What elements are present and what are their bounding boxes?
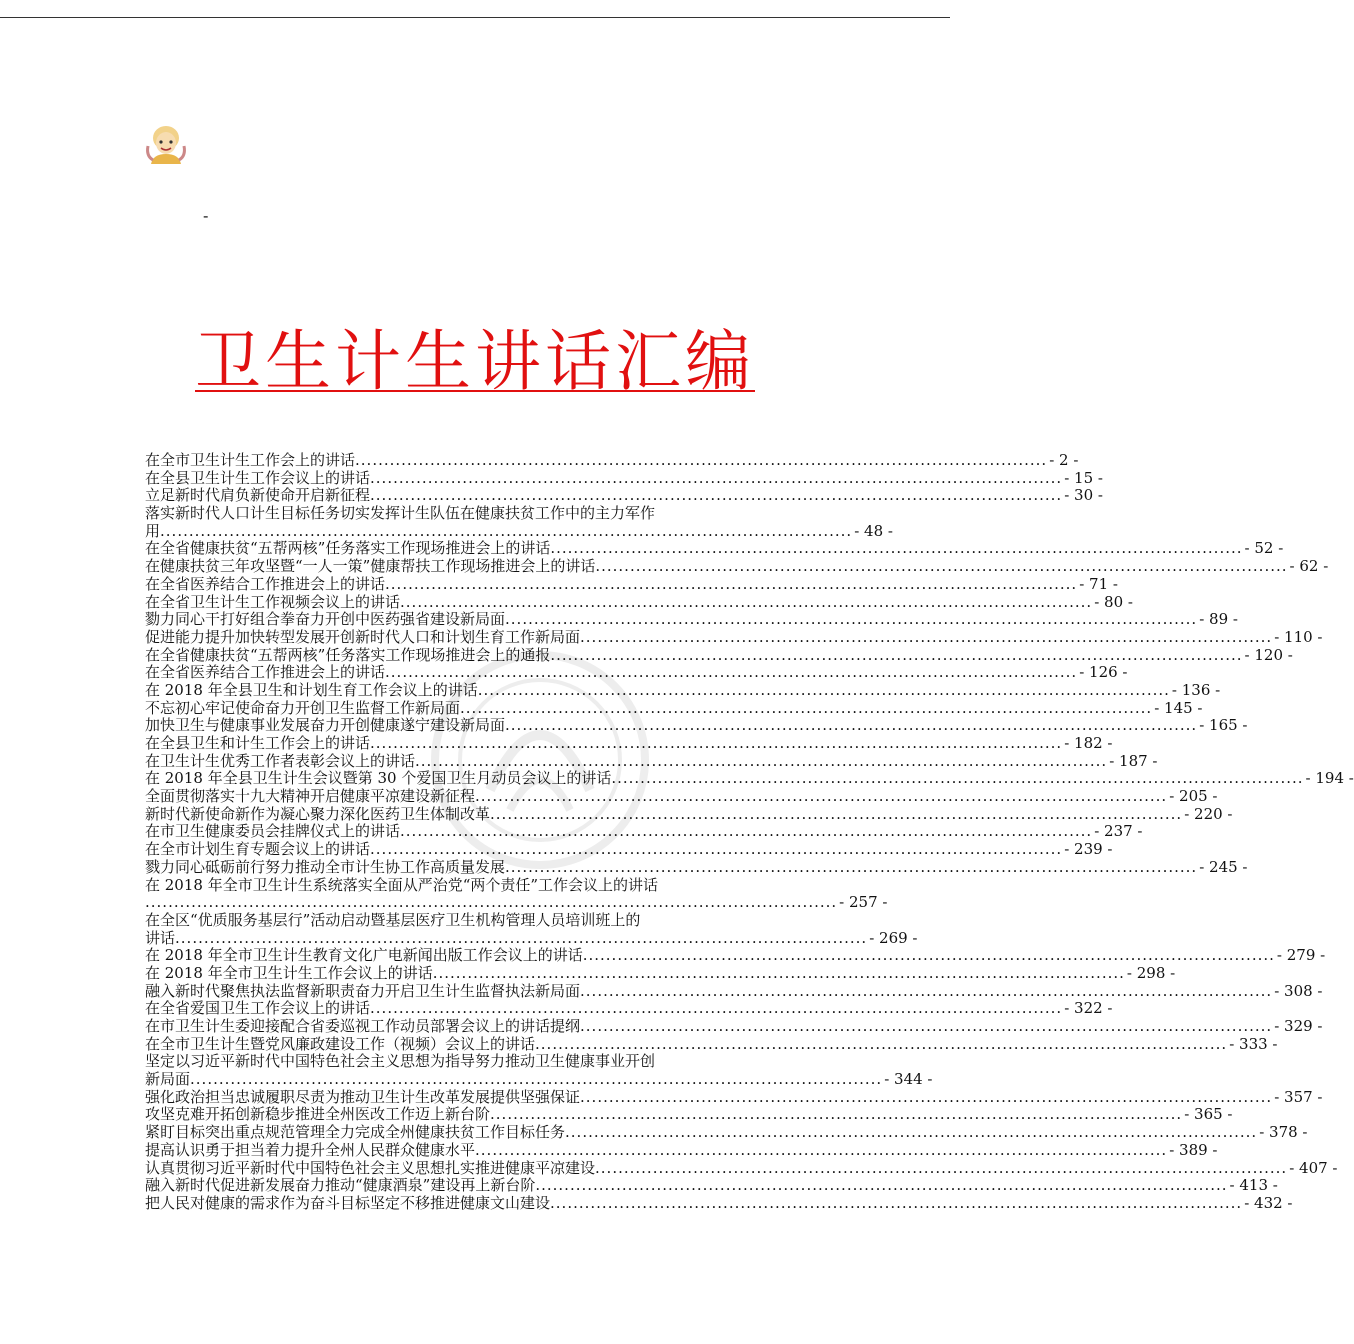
toc-leader-dots: ........................................................................................................................: [565, 1123, 1258, 1142]
toc-entry-title: 在全县卫生和计生工作会上的讲话: [145, 734, 371, 752]
toc-entry[interactable]: [145, 592, 1133, 612]
toc-entry[interactable]: [145, 963, 1176, 983]
toc-entry[interactable]: [145, 486, 1103, 505]
toc-leader-dots: ........................................................................................................................: [475, 787, 1168, 806]
toc-entry-title-line: 落实新时代人口计生目标任务切实发挥计生队伍在健康扶贫工作中的主力军作: [145, 504, 656, 523]
toc-entry-title: 促进能力提升加快转型发展开创新时代人口和计划生育工作新局面: [145, 627, 581, 646]
toc-leader-dots: ........................................................................................................................: [505, 716, 1198, 735]
toc-entry[interactable]: [145, 1123, 1308, 1142]
toc-entry-title: 在全市卫生计生工作会上的讲话: [145, 451, 356, 469]
toc-leader-dots: ........................................................................................................................: [475, 1140, 1168, 1159]
toc-leader-dots: ........................................................................................................................: [490, 1105, 1183, 1124]
toc-entry-title: 戮力同心砥砺前行努力推动全市计生协工作高质量发展: [145, 857, 506, 876]
toc-leader-dots: ........................................................................................................................: [385, 574, 1078, 593]
toc-entry[interactable]: [145, 627, 1323, 647]
toc-page-number: - 220 -: [1184, 804, 1233, 823]
toc-entry-title: 认真贯彻习近平新时代中国特色社会主义思想扎实推进健康平凉建设: [145, 1158, 596, 1177]
toc-entry[interactable]: [145, 822, 1143, 841]
toc-entry-title: 在 2018 年全市卫生计生教育文化广电新闻出版工作会议上的讲话: [145, 946, 583, 965]
toc-entry[interactable]: [145, 557, 1329, 576]
toc-page-number: - 322 -: [1064, 999, 1113, 1018]
toc-leader-dots: ........................................................................................................................: [580, 627, 1273, 646]
toc-entry[interactable]: [145, 751, 1158, 771]
toc-entry[interactable]: [145, 716, 1248, 735]
toc-entry[interactable]: [145, 1158, 1338, 1178]
toc-entry[interactable]: [145, 981, 1323, 1001]
toc-page-number: - 298 -: [1126, 963, 1176, 982]
toc-page-number: - 30 -: [1064, 486, 1103, 505]
top-rule: [0, 17, 950, 18]
toc-entry-title-line: 在全区“优质服务基层行”活动启动暨基层医疗卫生机构管理人员培训班上的: [145, 910, 641, 929]
toc-entry-title: 在健康扶贫三年攻坚暨“一人一策”健康帮扶工作现场推进会上的讲话: [145, 557, 596, 576]
toc-leader-dots: ........................................................................................................................: [535, 1034, 1228, 1053]
toc-entry[interactable]: [145, 999, 1113, 1018]
toc-entry-title: 讲话: [145, 928, 176, 947]
toc-entry-title: 在 2018 年全市卫生计生工作会议上的讲话: [145, 963, 433, 982]
toc-page-number: - 407 -: [1289, 1158, 1338, 1177]
toc-page-number: - 308 -: [1274, 981, 1323, 1000]
toc-entry[interactable]: [145, 1105, 1233, 1124]
toc-leader-dots: ........................................................................................................................: [490, 804, 1183, 823]
toc-leader-dots: ........................................................................................................................: [355, 451, 1048, 469]
toc-leader-dots: ........................................................................................................................: [370, 468, 1063, 487]
toc-page-number: - 136 -: [1171, 680, 1221, 699]
toc-leader-dots: ........................................................................................................................: [385, 663, 1078, 682]
toc-leader-dots: ........................................................................................................................: [595, 557, 1288, 576]
toc-entry[interactable]: [145, 451, 1079, 470]
table-of-contents: [145, 451, 1354, 1213]
toc-entry-title: 在全省健康扶贫“五帮两核”任务落实工作现场推进会上的讲话: [145, 539, 551, 558]
toc-entry[interactable]: [145, 910, 918, 947]
toc-page-number: - 187 -: [1109, 751, 1158, 770]
toc-entry-title-line: 在 2018 年全市卫生计生系统落实全面从严治党“两个责任”工作会议上的讲话: [145, 875, 659, 894]
toc-page-number: - 194 -: [1305, 769, 1354, 788]
toc-page-number: - 205 -: [1169, 787, 1218, 806]
avatar-icon: [145, 124, 187, 164]
toc-entry-title: 在全县卫生计生工作会议上的讲话: [145, 468, 371, 487]
toc-leader-dots: ........................................................................................................................: [370, 486, 1063, 505]
toc-entry-title: 提高认识勇于担当着力提升全州人民群众健康水平: [145, 1140, 476, 1159]
toc-leader-dots: ........................................................................................................................: [415, 751, 1108, 770]
toc-leader-dots: ........................................................................................................................: [370, 734, 1063, 752]
toc-entry-title: 在 2018 年全县卫生计生会议暨第 30 个爱国卫生月动员会议上的讲话: [145, 769, 612, 788]
toc-leader-dots: ........................................................................................................................: [580, 1087, 1273, 1106]
toc-leader-dots: ........................................................................................................................: [550, 645, 1243, 664]
toc-entry[interactable]: [145, 1017, 1323, 1036]
toc-entry[interactable]: [145, 787, 1218, 806]
toc-entry[interactable]: [145, 1034, 1278, 1054]
toc-entry[interactable]: [145, 769, 1354, 788]
toc-entry-title: 在全省医养结合工作推进会上的讲话: [145, 574, 386, 593]
toc-entry[interactable]: [145, 1193, 1293, 1213]
toc-entry-title: 勠力同心干打好组合拳奋力开创中医药强省建设新局面: [145, 610, 506, 629]
toc-leader-dots: ........................................................................................................................: [400, 592, 1093, 611]
toc-page-number: - 257 -: [839, 893, 888, 912]
toc-leader-dots: ........................................................................................................................: [190, 1070, 883, 1089]
toc-page-number: - 432 -: [1244, 1193, 1293, 1212]
toc-entry[interactable]: [145, 875, 888, 912]
toc-entry[interactable]: [145, 1140, 1218, 1160]
toc-entry-title: 加快卫生与健康事业发展奋力开创健康遂宁建设新局面: [145, 716, 506, 735]
toc-leader-dots: ........................................................................................................................: [432, 963, 1125, 982]
toc-page-number: - 89 -: [1199, 610, 1238, 629]
toc-leader-dots: ........................................................................................................................: [550, 1193, 1243, 1212]
toc-leader-dots: ........................................................................................................................: [550, 539, 1243, 558]
toc-entry-title: 新局面: [145, 1070, 191, 1089]
toc-leader-dots: ........................................................................................................................: [505, 857, 1198, 876]
toc-entry-title: 攻坚克难开拓创新稳步推进全州医改工作迈上新台阶: [145, 1105, 491, 1124]
toc-page-number: - 245 -: [1199, 857, 1248, 876]
toc-page-number: - 80 -: [1094, 592, 1133, 611]
toc-page-number: - 2 -: [1049, 451, 1079, 469]
toc-entry[interactable]: [145, 840, 1113, 859]
toc-page-number: - 239 -: [1064, 840, 1113, 859]
toc-page-number: - 329 -: [1274, 1017, 1323, 1035]
toc-leader-dots: ........................................................................................................................: [175, 928, 868, 947]
toc-page-number: - 71 -: [1079, 574, 1118, 593]
toc-entry[interactable]: [145, 610, 1238, 629]
toc-entry[interactable]: [145, 504, 893, 540]
toc-page-number: - 110 -: [1274, 627, 1323, 646]
toc-entry-title: 在全省健康扶贫“五帮两核”任务落实工作现场推进会上的通报: [145, 645, 551, 664]
toc-entry-title: 融入新时代促进新发展奋力推动“健康酒泉”建设再上新台阶: [145, 1176, 536, 1195]
toc-entry-title: 紧盯目标突出重点规范管理全力完成全州健康扶贫工作目标任务: [145, 1123, 566, 1142]
toc-entry[interactable]: [145, 574, 1118, 594]
toc-page-number: - 378 -: [1259, 1123, 1308, 1142]
toc-entry[interactable]: [145, 857, 1248, 877]
toc-entry-title: 在市卫生健康委员会挂牌仪式上的讲话: [145, 822, 401, 841]
toc-leader-dots: ........................................................................................................................: [595, 1158, 1288, 1177]
toc-leader-dots: ........................................................................................................................: [582, 946, 1275, 965]
toc-entry-title: 在全省爱国卫生工作会议上的讲话: [145, 999, 371, 1018]
toc-page-number: - 52 -: [1244, 539, 1284, 558]
toc-page-number: - 126 -: [1079, 663, 1128, 682]
toc-page-number: - 62 -: [1289, 557, 1329, 576]
toc-entry[interactable]: [145, 680, 1221, 700]
toc-page-number: - 333 -: [1229, 1034, 1278, 1053]
toc-entry-title: 全面贯彻落实十九大精神开启健康平凉建设新征程: [145, 787, 476, 806]
toc-entry-title: 不忘初心牢记使命奋力开创卫生监督工作新局面: [145, 698, 461, 717]
toc-entry-title: 新时代新使命新作为凝心聚力深化医药卫生体制改革: [145, 804, 491, 823]
toc-page-number: - 15 -: [1064, 468, 1103, 487]
toc-entry-title: 用: [145, 521, 161, 540]
toc-leader-dots: ........................................................................................................................: [460, 698, 1153, 717]
toc-entry[interactable]: [145, 539, 1284, 558]
toc-leader-dots: ........................................................................................................................: [505, 610, 1198, 629]
toc-entry-title: 在全省卫生计生工作视频会议上的讲话: [145, 592, 401, 611]
toc-page-number: - 269 -: [869, 928, 918, 947]
toc-page-number: - 182 -: [1064, 734, 1113, 752]
toc-entry[interactable]: [145, 1176, 1278, 1195]
toc-leader-dots: ........................................................................................................................: [370, 840, 1063, 859]
toc-leader-dots: ........................................................................................................................: [145, 893, 838, 912]
toc-entry[interactable]: [145, 734, 1113, 753]
toc-entry[interactable]: [145, 698, 1203, 718]
toc-entry-title: 融入新时代聚焦执法监督新职责奋力开启卫生计生监督执法新局面: [145, 981, 581, 1000]
page-title: 卫生计生讲话汇编: [195, 323, 755, 400]
toc-page-number: - 413 -: [1229, 1176, 1278, 1195]
toc-leader-dots: ........................................................................................................................: [400, 822, 1093, 841]
toc-leader-dots: ........................................................................................................................: [160, 521, 853, 540]
toc-page-number: - 145 -: [1154, 698, 1203, 717]
toc-page-number: - 120 -: [1244, 645, 1293, 664]
toc-entry[interactable]: [145, 468, 1103, 488]
toc-page-number: - 48 -: [854, 521, 893, 540]
toc-entry[interactable]: [145, 946, 1326, 965]
toc-page-number: - 344 -: [884, 1070, 933, 1089]
toc-entry[interactable]: [145, 1087, 1323, 1107]
toc-entry-title: 在全市卫生计生暨党风廉政建设工作（视频）会议上的讲话: [145, 1034, 536, 1053]
toc-leader-dots: ........................................................................................................................: [580, 981, 1273, 1000]
toc-entry-title: 立足新时代肩负新使命开启新征程: [145, 486, 371, 505]
dash-mark: -: [203, 206, 209, 225]
toc-entry-title: 在全市计划生育专题会议上的讲话: [145, 840, 371, 859]
toc-leader-dots: ........................................................................................................................: [580, 1017, 1273, 1035]
toc-page-number: - 357 -: [1274, 1087, 1323, 1106]
toc-page-number: - 165 -: [1199, 716, 1248, 735]
toc-entry-title: 在全省医养结合工作推进会上的讲话: [145, 663, 386, 682]
toc-page-number: - 389 -: [1169, 1140, 1218, 1159]
toc-entry-title: 把人民对健康的需求作为奋斗目标坚定不移推进健康文山建设: [145, 1193, 551, 1212]
toc-leader-dots: ........................................................................................................................: [535, 1176, 1228, 1195]
toc-page-number: - 237 -: [1094, 822, 1143, 841]
toc-page-number: - 365 -: [1184, 1105, 1233, 1124]
toc-entry[interactable]: [145, 804, 1233, 824]
toc-page-number: - 279 -: [1276, 946, 1326, 965]
toc-leader-dots: ........................................................................................................................: [611, 769, 1304, 788]
toc-entry[interactable]: [145, 663, 1128, 682]
toc-entry-title: 在市卫生计生委迎接配合省委巡视工作动员部署会议上的讲话提纲: [145, 1017, 581, 1035]
toc-entry[interactable]: [145, 1052, 933, 1089]
toc-entry-title: 强化政治担当忠诚履职尽责为推动卫生计生改革发展提供坚强保证: [145, 1087, 581, 1106]
toc-leader-dots: ........................................................................................................................: [370, 999, 1063, 1018]
toc-entry-title-line: 坚定以习近平新时代中国特色社会主义思想为指导努力推动卫生健康事业开创: [145, 1052, 656, 1071]
toc-entry-title: 在卫生计生优秀工作者表彰会议上的讲话: [145, 751, 416, 770]
toc-entry-title: 在 2018 年全县卫生和计划生育工作会议上的讲话: [145, 680, 478, 699]
toc-leader-dots: ........................................................................................................................: [477, 680, 1170, 699]
toc-entry[interactable]: [145, 645, 1293, 665]
